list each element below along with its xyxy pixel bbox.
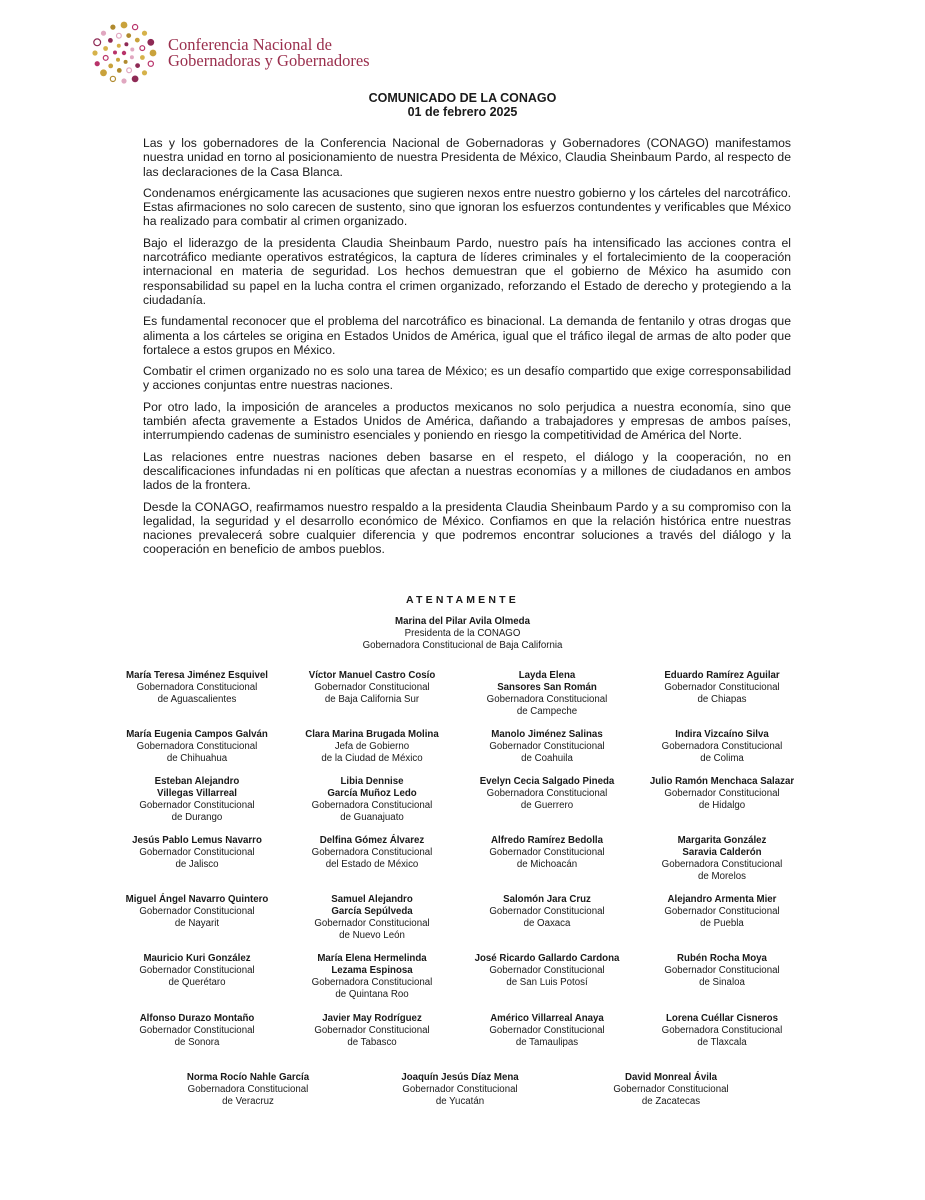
signature-block: [561, 1072, 781, 1108]
signature-block: [612, 1013, 832, 1049]
signatory-role: Gobernador Constitucional: [139, 964, 255, 976]
signatory-name: Sansores San Román: [497, 681, 597, 693]
signature-block: [612, 894, 832, 930]
signatory-role: Gobernadora Constitucional: [311, 976, 433, 988]
signatory-role: Gobernador Constitucional: [664, 964, 780, 976]
document-title: [0, 91, 925, 119]
signatory-role: Gobernador Constitucional: [314, 681, 430, 693]
signatory-role: de Nuevo León: [339, 929, 405, 941]
signatory-name: Libia Dennise: [340, 776, 404, 787]
logo-dot-icon: [113, 51, 117, 55]
signatory-role: Gobernador Constitucional: [489, 846, 605, 858]
signatory-role: de Durango: [171, 811, 223, 823]
signatory-role: del Estado de México: [325, 858, 419, 870]
signatory-role: de Aguascalientes: [157, 693, 237, 705]
logo-dot-icon: [140, 55, 145, 60]
signatory-role: Gobernador Constitucional: [314, 1024, 430, 1036]
signatory-name: María Eugenia Campos Galván: [126, 729, 268, 740]
signatory-name: Margarita González: [677, 835, 767, 846]
org-name-line1: Conferencia Nacional de: [168, 35, 333, 54]
signatory-role: de Jalisco: [175, 858, 219, 870]
signatory-name: Alfredo Ramírez Bedolla: [491, 835, 603, 846]
paragraph-8: Desde la CONAGO, reafirmamos nuestro respaldo a la presidenta Claudia Sheinbaum Pardo y a su compromiso con la legalidad, la seguridad y el desarrollo económico de México. Confiamos en que la relación histórica entre nuestras naciones prevalecerá sobre cualquier diferencia y que podremos encontrar soluciones a través del diálogo y la cooperación en beneficio de ambos pueblos.: [143, 499, 791, 557]
signatory-role: Gobernador Constitucional: [489, 905, 605, 917]
signatory-role: Gobernador Constitucional: [489, 1024, 605, 1036]
signatory-name: Indira Vizcaíno Silva: [675, 729, 769, 740]
logo-dot-icon: [135, 63, 140, 68]
signatory-role: Gobernadora Constitucional: [187, 1083, 309, 1095]
signatory-role: Gobernadora Constitucional: [136, 740, 258, 752]
signatory-role: de Querétaro: [168, 976, 226, 988]
logo-dot-icon: [133, 25, 138, 30]
logo-dot-icon: [108, 38, 113, 43]
signatory-name: Lorena Cuéllar Cisneros: [666, 1013, 778, 1024]
signatory-role: Gobernadora Constitucional: [661, 1024, 783, 1036]
signatory-name: García Muñoz Ledo: [327, 787, 417, 799]
logo-dot-icon: [132, 76, 139, 83]
signatory-role: de Tamaulipas: [515, 1036, 579, 1048]
signatory-name: Eduardo Ramírez Aguilar: [664, 670, 780, 681]
logo-dot-icon: [148, 61, 153, 66]
paragraph-7: Las relaciones entre nuestras naciones deben basarse en el respeto, el diálogo y la cooperación, no en descalificaciones infundadas ni en políticas que afectan a nuestras economías y a millones de ciudadanos en ambos lados de la frontera.: [143, 449, 791, 493]
logo-dot-icon: [147, 39, 154, 46]
signature-block: [612, 835, 832, 883]
signatory-role: de Morelos: [698, 870, 746, 882]
logo-dot-icon: [108, 64, 113, 69]
signatory-name: Norma Rocío Nahle García: [186, 1072, 310, 1083]
logo-dot-icon: [142, 31, 147, 36]
communique-body: [143, 136, 791, 564]
signature-block: [612, 776, 832, 812]
signatory-role: de Colima: [700, 752, 744, 764]
signatory-role: Gobernadora Constitucional: [486, 787, 608, 799]
logo-dot-icon: [126, 33, 131, 38]
signatory-role: Gobernador Constitucional: [139, 846, 255, 858]
paragraph-4: Es fundamental reconocer que el problema del narcotráfico es binacional. La demanda de fentanilo y otras drogas que alimenta a los cárteles se origina en Estados Unidos de América, igual que el tráfico ilegal de armas de alto poder que fortalece a estos grupos en México.: [143, 314, 791, 357]
signatory-role: de Coahuila: [521, 752, 573, 764]
signatory-role: Gobernador Constitucional: [139, 1024, 255, 1036]
signatory-role: Gobernador Constitucional: [489, 964, 605, 976]
signatory-role: Gobernador Constitucional: [139, 799, 255, 811]
signatory-role: Gobernadora Constitucional: [486, 693, 608, 705]
signatory-role: de Yucatán: [435, 1095, 485, 1107]
signatory-role: de Chihuahua: [166, 752, 228, 764]
signatory-name: Layda Elena: [518, 670, 576, 681]
signatory-name: Lezama Espinosa: [331, 964, 413, 976]
signature-block: [138, 1072, 358, 1108]
president-role: Presidenta de la CONAGO: [404, 628, 521, 639]
signatory-name: Delfina Gómez Álvarez: [319, 835, 425, 846]
signatory-name: José Ricardo Gallardo Cardona: [474, 953, 620, 964]
paragraph-6: Por otro lado, la imposición de aranceles a productos mexicanos no solo perjudica a nuestra economía, sino que también afecta gravemente a Estados Unidos de América, dañando a trabajadores y empresas de ambos países, interrumpiendo cadenas de suministro esenciales y poniendo en riesgo la competitividad de América del Norte.: [143, 399, 791, 443]
logo-dot-icon: [101, 31, 106, 36]
signatory-role: de Puebla: [700, 917, 744, 929]
signatory-role: de Guanajuato: [340, 811, 404, 823]
signatory-role: Gobernador Constitucional: [613, 1083, 729, 1095]
signatory-role: de Campeche: [516, 705, 578, 717]
signatory-role: de Sinaloa: [699, 976, 745, 988]
signatory-name: Joaquín Jesús Díaz Mena: [401, 1072, 519, 1083]
signatory-name: Mauricio Kuri González: [143, 953, 251, 964]
logo-dot-icon: [122, 51, 126, 55]
paragraph-5: Combatir el crimen organizado no es solo una tarea de México; es un desafío compartido que exige corresponsabilidad y acciones conjuntas entre nuestras naciones.: [143, 364, 791, 393]
organization-name: [168, 37, 370, 69]
logo-dot-icon: [116, 58, 120, 62]
logo-dot-icon: [110, 25, 115, 30]
signatory-name: Villegas Villarreal: [157, 787, 237, 799]
signatory-name: Rubén Rocha Moya: [677, 953, 767, 964]
signatory-role: de San Luis Potosí: [506, 976, 588, 988]
org-name-line2: Gobernadoras y Gobernadores: [168, 51, 370, 70]
signatory-role: de Oaxaca: [523, 917, 571, 929]
logo-dot-icon: [110, 76, 115, 81]
logo-dot-icon: [95, 61, 100, 66]
conago-logo: [88, 18, 160, 88]
signatory-name: García Sepúlveda: [331, 905, 413, 917]
signatory-name: Javier May Rodríguez: [322, 1013, 422, 1024]
signatory-name: Víctor Manuel Castro Cosío: [308, 670, 436, 681]
president-name: Marina del Pilar Avila Olmeda: [395, 616, 530, 627]
logo-dot-icon: [130, 55, 134, 59]
signatory-name: Américo Villarreal Anaya: [490, 1013, 604, 1024]
signatory-name: María Elena Hermelinda: [317, 953, 427, 964]
signatory-name: David Monreal Ávila: [624, 1072, 718, 1083]
logo-dot-icon: [140, 46, 145, 51]
signatory-name: Manolo Jiménez Salinas: [491, 729, 603, 740]
signatory-role: Gobernador Constitucional: [314, 917, 430, 929]
signatory-role: Gobernadora Constitucional: [661, 740, 783, 752]
logo-dot-icon: [130, 48, 134, 52]
signatory-name: Esteban Alejandro: [154, 776, 240, 787]
logo-dot-icon: [94, 39, 101, 46]
signatory-role: de Veracruz: [222, 1095, 274, 1107]
logo-dot-icon: [135, 38, 140, 43]
signatory-role: de Chiapas: [697, 693, 747, 705]
paragraph-1: Las y los gobernadores de la Conferencia Nacional de Gobernadoras y Gobernadores (CONAGO) manifestamos nuestra unidad en torno al posicionamiento de nuestra Presidenta de México, Claudia Sheinbaum Pardo, al respecto de las declaraciones de la Casa Blanca.: [143, 136, 791, 179]
signatory-name: Jesús Pablo Lemus Navarro: [132, 835, 262, 846]
logo-dot-icon: [121, 78, 126, 83]
logo-dot-icon: [117, 33, 122, 38]
signatory-role: Gobernador Constitucional: [402, 1083, 518, 1095]
signature-block: [612, 670, 832, 706]
logo-dot-icon: [92, 50, 97, 55]
signatory-name: Alejandro Armenta Mier: [667, 894, 777, 905]
logo-dot-icon: [103, 46, 108, 51]
signatory-role: de la Ciudad de México: [321, 752, 423, 764]
signatory-name: Samuel Alejandro: [331, 894, 413, 905]
signatory-role: de Quintana Roo: [335, 988, 409, 1000]
signatory-role: Gobernador Constitucional: [489, 740, 605, 752]
signature-block: [612, 729, 832, 765]
logo-dot-icon: [127, 68, 132, 73]
logo-dot-icon: [121, 22, 128, 29]
logo-dot-icon: [117, 44, 121, 48]
signatory-role: Jefa de Gobierno: [334, 740, 410, 752]
signatory-name: Salomón Jara Cruz: [503, 894, 591, 905]
closing-salutation: ATENTAMENTE: [406, 594, 519, 606]
signatory-role: de Sonora: [174, 1036, 220, 1048]
logo-dot-icon: [142, 70, 147, 75]
signatory-name: Miguel Ángel Navarro Quintero: [125, 894, 269, 905]
logo-dot-icon: [100, 69, 107, 76]
signatory-role: de Michoacán: [516, 858, 578, 870]
signature-block: [350, 1072, 570, 1108]
signatory-role: Gobernadora Constitucional: [661, 858, 783, 870]
signature-block: [612, 953, 832, 989]
signatory-name: Evelyn Cecia Salgado Pineda: [479, 776, 615, 787]
signatory-name: María Teresa Jiménez Esquivel: [126, 670, 268, 681]
signatory-name: Clara Marina Brugada Molina: [305, 729, 439, 740]
signatory-role: Gobernador Constitucional: [139, 905, 255, 917]
logo-dot-icon: [150, 50, 157, 57]
signatory-role: de Baja California Sur: [324, 693, 420, 705]
president-detail: Gobernadora Constitucional de Baja California: [362, 640, 563, 651]
signatory-role: Gobernador Constitucional: [664, 787, 780, 799]
signatory-role: Gobernador Constitucional: [664, 905, 780, 917]
signatory-role: de Zacatecas: [641, 1095, 701, 1107]
title-line: COMUNICADO DE LA CONAGO: [368, 91, 557, 105]
signatory-role: de Tabasco: [347, 1036, 397, 1048]
logo-dot-icon: [117, 68, 122, 73]
signatory-role: Gobernador Constitucional: [664, 681, 780, 693]
logo-dot-icon: [103, 56, 108, 61]
paragraph-3: Bajo el liderazgo de la presidenta Claudia Sheinbaum Pardo, nuestro país ha intensificado las acciones contra el narcotráfico mediante operativos estratégicos, la captura de líderes criminales y el fortalecimiento de la cooperación internacional en materia de seguridad. Los hechos demuestran que el gobierno de México ha asumido con responsabilidad su papel en la lucha contra el crimen organizado, reforzando el Estado de derecho y protegiendo a la ciudadanía.: [143, 235, 791, 307]
signatory-role: Gobernadora Constitucional: [311, 799, 433, 811]
signatory-role: de Guerrero: [520, 799, 574, 811]
signatory-role: de Nayarit: [174, 917, 220, 929]
signatory-name: Julio Ramón Menchaca Salazar: [649, 776, 795, 787]
signatory-role: Gobernadora Constitucional: [311, 846, 433, 858]
signatory-role: de Tlaxcala: [697, 1036, 747, 1048]
signatory-role: de Hidalgo: [698, 799, 746, 811]
date-line: 01 de febrero 2025: [407, 105, 518, 119]
signatory-name: Saravia Calderón: [682, 846, 762, 858]
paragraph-2: Condenamos enérgicamente las acusaciones que sugieren nexos entre nuestro gobierno y los cárteles del narcotráfico. Estas afirmaciones no solo carecen de sustento, sino que ignoran los esfuerzos contundentes y verificables que México ha realizado para combatir al crimen organizado.: [143, 185, 791, 229]
logo-dot-icon: [124, 42, 128, 46]
logo-dot-icon: [124, 60, 128, 64]
signatory-name: Alfonso Durazo Montaño: [139, 1013, 255, 1024]
president-signature: [0, 616, 925, 652]
signatory-role: Gobernadora Constitucional: [136, 681, 258, 693]
